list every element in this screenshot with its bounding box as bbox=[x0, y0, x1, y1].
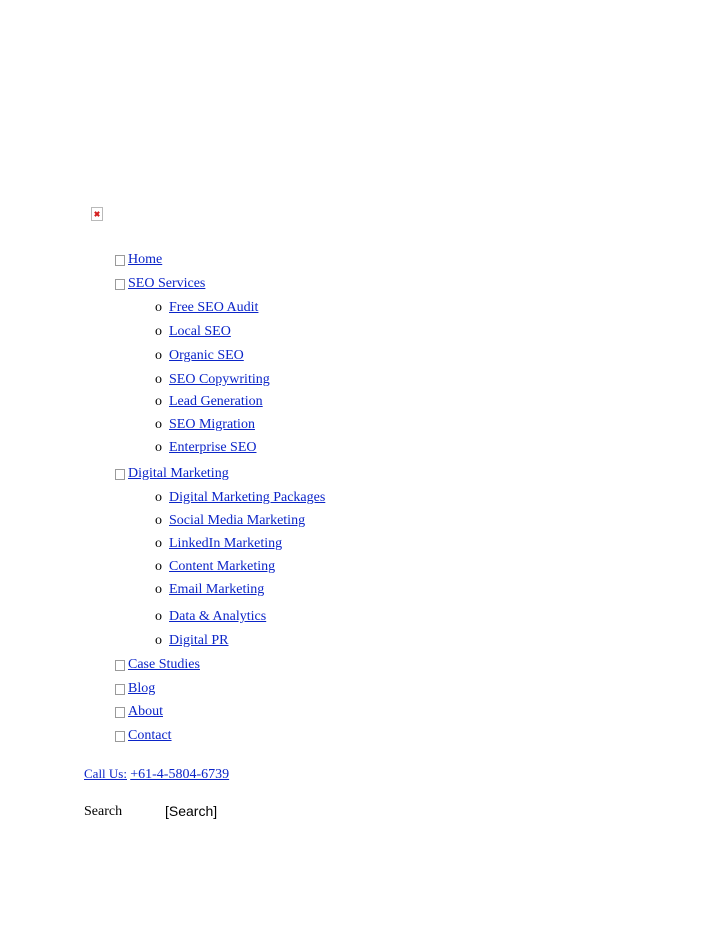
circle-bullet: o bbox=[155, 513, 162, 528]
square-bullet-icon bbox=[115, 469, 125, 480]
nav-link-enterprise-seo[interactable]: Enterprise SEO bbox=[169, 440, 257, 455]
nav-link-case-studies[interactable]: Case Studies bbox=[128, 657, 200, 672]
nav-link-blog[interactable]: Blog bbox=[128, 681, 156, 696]
nav-link-social-media-marketing[interactable]: Social Media Marketing bbox=[169, 513, 306, 528]
phone-number[interactable]: +61-4-5804-6739 bbox=[130, 767, 230, 782]
square-bullet-icon bbox=[115, 279, 125, 290]
nav-link-contact[interactable]: Contact bbox=[128, 728, 172, 743]
call-us-label[interactable]: Call Us: bbox=[84, 766, 127, 781]
broken-image-icon bbox=[91, 207, 103, 221]
circle-bullet: o bbox=[155, 490, 162, 505]
nav-link-about[interactable]: About bbox=[128, 704, 163, 719]
nav-link-lead-generation[interactable]: Lead Generation bbox=[169, 394, 263, 409]
nav-link-content-marketing[interactable]: Content Marketing bbox=[169, 559, 276, 574]
square-bullet-icon bbox=[115, 660, 125, 671]
nav-link-local-seo[interactable]: Local SEO bbox=[169, 324, 231, 339]
circle-bullet: o bbox=[155, 417, 162, 432]
nav-link-digital-pr[interactable]: Digital PR bbox=[169, 633, 229, 648]
circle-bullet: o bbox=[155, 609, 162, 624]
nav-link-digital-marketing[interactable]: Digital Marketing bbox=[128, 466, 229, 481]
search-button[interactable]: [Search] bbox=[165, 803, 218, 819]
square-bullet-icon bbox=[115, 707, 125, 718]
nav-link-digital-marketing-packages[interactable]: Digital Marketing Packages bbox=[169, 490, 326, 505]
circle-bullet: o bbox=[155, 582, 162, 597]
circle-bullet: o bbox=[155, 536, 162, 551]
nav-link-organic-seo[interactable]: Organic SEO bbox=[169, 348, 244, 363]
square-bullet-icon bbox=[115, 684, 125, 695]
circle-bullet: o bbox=[155, 324, 162, 339]
nav-link-seo-migration[interactable]: SEO Migration bbox=[169, 417, 255, 432]
search-label: Search bbox=[84, 804, 123, 819]
circle-bullet: o bbox=[155, 348, 162, 363]
circle-bullet: o bbox=[155, 440, 162, 455]
circle-bullet: o bbox=[155, 372, 162, 387]
circle-bullet: o bbox=[155, 559, 162, 574]
nav-link-data-analytics[interactable]: Data & Analytics bbox=[169, 609, 267, 624]
nav-link-free-seo-audit[interactable]: Free SEO Audit bbox=[169, 300, 259, 315]
nav-link-seo-copywriting[interactable]: SEO Copywriting bbox=[169, 372, 270, 387]
square-bullet-icon bbox=[115, 731, 125, 742]
circle-bullet: o bbox=[155, 394, 162, 409]
circle-bullet: o bbox=[155, 300, 162, 315]
nav-link-email-marketing[interactable]: Email Marketing bbox=[169, 582, 265, 597]
square-bullet-icon bbox=[115, 255, 125, 266]
nav-link-home[interactable]: Home bbox=[128, 252, 163, 267]
circle-bullet: o bbox=[155, 633, 162, 648]
call-us-link[interactable] bbox=[84, 765, 229, 784]
nav-link-linkedin-marketing[interactable]: LinkedIn Marketing bbox=[169, 536, 283, 551]
nav-link-seo-services[interactable]: SEO Services bbox=[128, 276, 206, 291]
